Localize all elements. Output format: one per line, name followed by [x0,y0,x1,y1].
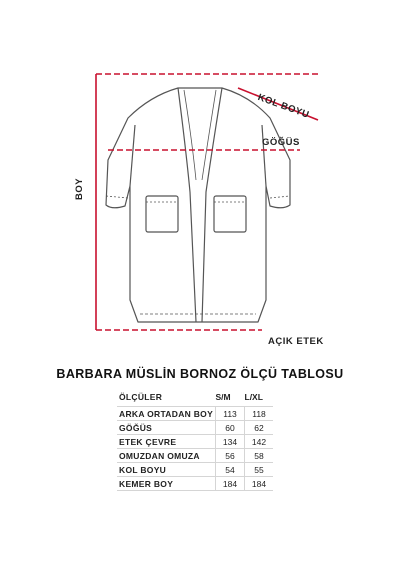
table-row [117,477,273,491]
table-row [117,407,273,421]
gogus-label: GÖĞÜS [262,137,300,148]
size-chart-title: BARBARA MÜSLİN BORNOZ ÖLÇÜ TABLOSU [56,367,344,381]
table-header-row [117,392,273,407]
robe-outline [106,88,290,322]
table-row [117,421,273,435]
row-lxl: 184 [245,477,274,491]
size-table [117,392,273,491]
row-sm: 60 [216,421,245,435]
row-name: ARKA ORTADAN BOY [117,407,216,421]
row-sm: 56 [216,449,245,463]
header-measure: ÖLÇÜLER [119,392,163,402]
row-lxl: 58 [245,449,274,463]
row-name: KEMER BOY [117,477,216,491]
row-lxl: 118 [245,407,274,421]
row-lxl: 62 [245,421,274,435]
table-row [117,463,273,477]
row-name: OMUZDAN OMUZA [117,449,216,463]
row-lxl: 55 [245,463,274,477]
table-row [117,449,273,463]
row-name: ETEK ÇEVRE [117,435,216,449]
row-sm: 184 [216,477,245,491]
header-lxl: L/XL [244,392,263,402]
row-lxl: 142 [245,435,274,449]
row-name: KOL BOYU [117,463,216,477]
acik-etek-label: AÇIK ETEK [268,336,324,347]
row-sm: 113 [216,407,245,421]
table-row [117,435,273,449]
row-sm: 54 [216,463,245,477]
row-name: GÖĞÜS [117,421,216,435]
kol-boyu-label: KOL BOYU [256,92,311,121]
row-sm: 134 [216,435,245,449]
header-sm: S/M [215,392,231,402]
boy-label: BOY [74,177,85,200]
